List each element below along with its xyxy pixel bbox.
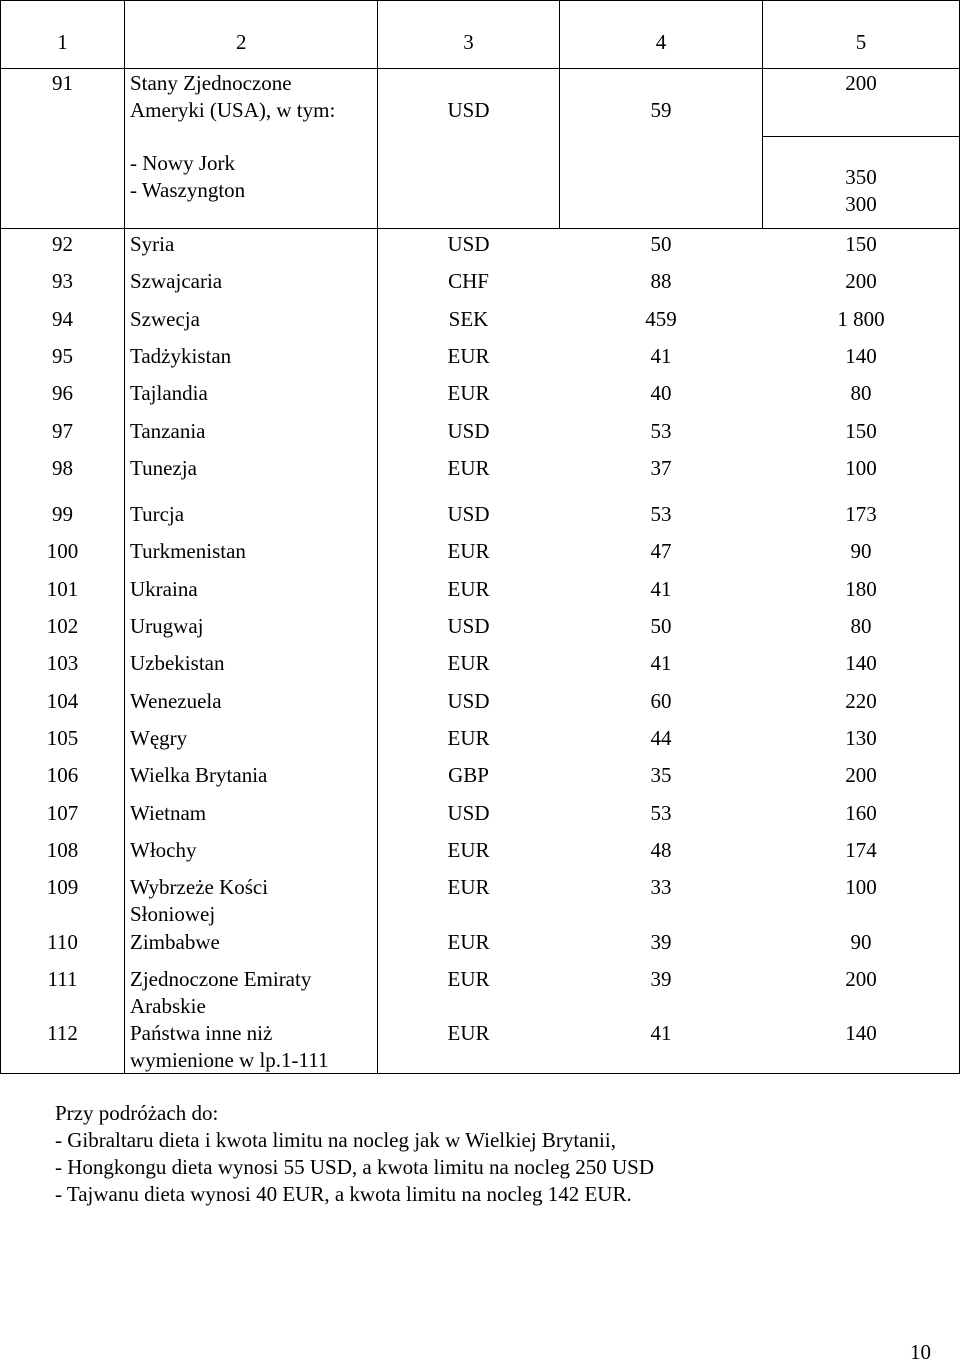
notes-item: - Gibraltaru dieta i kwota limitu na nocleg jak w Wielkiej Brytanii, <box>55 1128 616 1152</box>
row-diet: 44 <box>650 726 672 750</box>
row-currency: CHF <box>448 269 489 293</box>
row-limit: 200 <box>845 967 877 991</box>
row-diet: 47 <box>650 539 672 563</box>
row-currency: EUR <box>447 726 490 750</box>
row-country-cont: wymienione w lp.1-111 <box>130 1048 329 1072</box>
row-limit: 180 <box>845 577 877 601</box>
row-lp: 94 <box>52 307 73 331</box>
row-currency: USD <box>447 419 490 443</box>
row-currency: SEK <box>448 307 489 331</box>
row-limit: 173 <box>845 502 877 526</box>
row-lp: 91 <box>52 71 73 95</box>
row-country: Szwecja <box>130 307 200 331</box>
row-limit: 80 <box>850 614 872 638</box>
row-diet: 53 <box>650 502 672 526</box>
notes-section <box>55 1100 654 1208</box>
row-lp: 107 <box>46 801 79 825</box>
row-diet: 59 <box>650 98 672 122</box>
row-currency: USD <box>447 801 490 825</box>
row-currency: EUR <box>447 344 490 368</box>
row-lp: 109 <box>46 875 79 899</box>
row-currency: EUR <box>447 539 490 563</box>
row-lp: 92 <box>52 232 73 256</box>
row-currency: GBP <box>448 763 489 787</box>
row-diet: 39 <box>650 967 672 991</box>
row-limit: 100 <box>845 456 877 480</box>
row-lp: 99 <box>52 502 73 526</box>
row-country-cont: Arabskie <box>130 994 206 1018</box>
row-subitem-dc: - Waszyngton <box>130 178 246 202</box>
row-subitem-ny: - Nowy Jork <box>130 151 235 175</box>
row-currency: EUR <box>447 456 490 480</box>
row-limit: 200 <box>845 269 877 293</box>
row-currency: EUR <box>447 381 490 405</box>
row-currency: EUR <box>447 875 490 899</box>
row-currency: USD <box>447 232 490 256</box>
row-limit: 220 <box>845 689 877 713</box>
row-diet: 50 <box>650 232 672 256</box>
row-country: Włochy <box>130 838 197 862</box>
row-diet: 48 <box>650 838 672 862</box>
header-col-4: 4 <box>655 30 667 54</box>
row-lp: 111 <box>47 967 78 991</box>
row-currency: EUR <box>447 838 490 862</box>
header-col-3: 3 <box>463 30 474 54</box>
row-lp: 101 <box>46 577 79 601</box>
row-limit: 150 <box>845 232 877 256</box>
notes-item: - Tajwanu dieta wynosi 40 EUR, a kwota limitu na nocleg 142 EUR. <box>55 1182 632 1206</box>
row-country: Turcja <box>130 502 185 526</box>
row-country: Zimbabwe <box>130 930 220 954</box>
row-diet: 41 <box>650 577 672 601</box>
row-country: Tajlandia <box>130 381 208 405</box>
row-country: Szwajcaria <box>130 269 223 293</box>
row-lp: 96 <box>52 381 73 405</box>
row-country: Zjednoczone Emiraty <box>130 967 312 991</box>
row-currency: EUR <box>447 577 490 601</box>
row-country: Tunezja <box>130 456 197 480</box>
row-diet: 88 <box>650 269 672 293</box>
row-limit: 90 <box>850 539 872 563</box>
row-currency: USD <box>447 502 490 526</box>
row-limit: 130 <box>845 726 877 750</box>
row-currency: USD <box>447 614 490 638</box>
row-diet: 37 <box>650 456 672 480</box>
row-lp: 106 <box>46 763 79 787</box>
row-country: Tanzania <box>130 419 206 443</box>
header-col-5: 5 <box>855 30 867 54</box>
row-lp: 93 <box>52 269 73 293</box>
row-diet: 33 <box>650 875 672 899</box>
row-lp: 100 <box>46 539 79 563</box>
row-currency: EUR <box>447 651 490 675</box>
row-diet: 41 <box>650 651 672 675</box>
row-lp: 105 <box>46 726 79 750</box>
row-lp: 112 <box>47 1021 78 1045</box>
row-limit: 100 <box>845 875 877 899</box>
row-country: Stany Zjednoczone <box>130 71 292 95</box>
row-diet: 459 <box>645 307 677 331</box>
row-diet: 53 <box>650 419 672 443</box>
row-country: Ukraina <box>130 577 198 601</box>
row-diet: 35 <box>650 763 672 787</box>
row-limit: 174 <box>845 838 877 862</box>
row-diet: 60 <box>650 689 672 713</box>
row-limit: 140 <box>845 344 877 368</box>
notes-intro: Przy podróżach do: <box>55 1101 219 1125</box>
row-country: Wielka Brytania <box>130 763 268 787</box>
row-subitem-dc-limit: 300 <box>845 192 877 216</box>
row-limit: 200 <box>845 763 877 787</box>
row-limit: 140 <box>845 651 877 675</box>
row-limit: 80 <box>850 381 872 405</box>
row-lp: 108 <box>46 838 79 862</box>
row-country: Węgry <box>130 726 188 750</box>
row-currency: EUR <box>447 1021 490 1045</box>
row-lp: 102 <box>46 614 79 638</box>
row-lp: 95 <box>52 344 73 368</box>
row-country: Turkmenistan <box>130 539 246 563</box>
row-limit: 160 <box>845 801 877 825</box>
page-number: 10 <box>910 1340 931 1364</box>
row-country: Urugwaj <box>130 614 204 638</box>
notes-item: - Hongkongu dieta wynosi 55 USD, a kwota limitu na nocleg 250 USD <box>55 1155 655 1179</box>
row-diet: 41 <box>650 1021 672 1045</box>
row-country: Wenezuela <box>130 689 222 713</box>
row-lp: 98 <box>52 456 73 480</box>
row-country: Uzbekistan <box>130 651 225 675</box>
row-country-cont: Słoniowej <box>130 902 216 926</box>
row-currency: EUR <box>447 930 490 954</box>
row-diet: 41 <box>650 344 672 368</box>
row-currency: EUR <box>447 967 490 991</box>
row-limit: 140 <box>845 1021 877 1045</box>
row-currency: USD <box>447 689 490 713</box>
row-country-cont: Ameryki (USA), w tym: <box>130 98 336 122</box>
row-country: Tadżykistan <box>130 344 232 368</box>
row-country: Państwa inne niż <box>130 1021 273 1045</box>
header-col-1: 1 <box>57 30 68 54</box>
row-limit: 150 <box>845 419 877 443</box>
row-lp: 103 <box>46 651 79 675</box>
row-diet: 50 <box>650 614 672 638</box>
row-diet: 53 <box>650 801 672 825</box>
row-country: Syria <box>130 232 175 256</box>
row-lp: 97 <box>52 419 73 443</box>
row-diet: 40 <box>650 381 672 405</box>
row-currency: USD <box>447 98 490 122</box>
row-limit: 90 <box>850 930 872 954</box>
header-col-2: 2 <box>236 30 247 54</box>
row-diet: 39 <box>650 930 672 954</box>
row-subitem-ny-limit: 350 <box>845 165 877 189</box>
row-lp: 104 <box>46 689 79 713</box>
row-country: Wietnam <box>130 801 207 825</box>
row-country: Wybrzeże Kości <box>130 875 269 899</box>
row-limit: 200 <box>845 71 877 95</box>
row-limit: 1 800 <box>837 307 885 331</box>
row-lp: 110 <box>47 930 78 954</box>
